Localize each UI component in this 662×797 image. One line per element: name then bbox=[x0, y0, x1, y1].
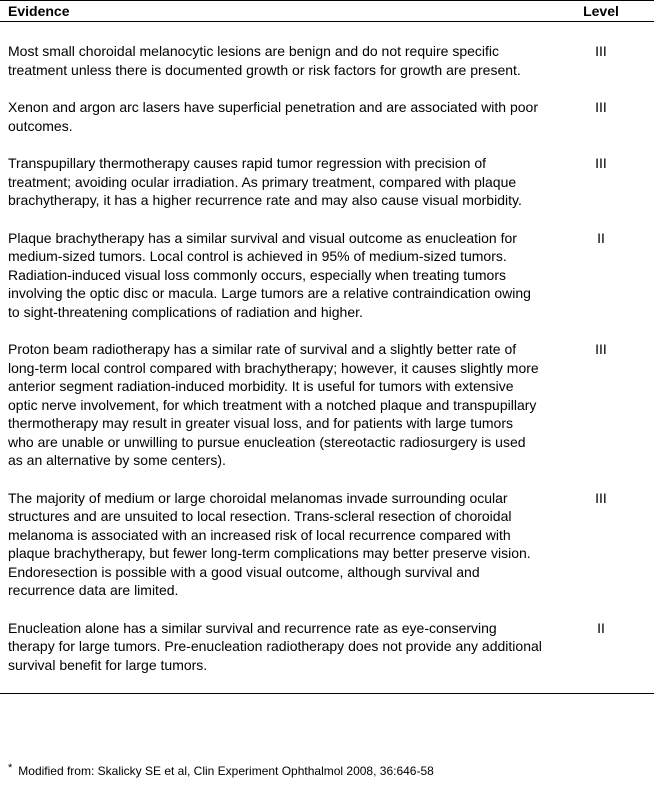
table-header bbox=[0, 1, 654, 22]
footnote-text: Modified from: Skalicky SE et al, Clin Experiment Ophthalmol 2008, 36:646-58 bbox=[18, 764, 434, 778]
evidence-cell: The majority of medium or large choroidal melanomas invade surrounding ocular structures and are unsuited to local resection. Trans-scleral resection of choroidal melanoma is associated with an increased risk of local recurrence compared with plaque brachytherapy, but fewer long-term complications may better preserve vision. Endoresection is possible with a good visual outcome, although survival and recurrence data are limited. bbox=[8, 489, 531, 598]
table-row bbox=[0, 210, 654, 322]
evidence-cell: Most small choroidal melanocytic lesions are benign and do not require specific treatment unless there is documented growth or risk factors for growth are present. bbox=[8, 43, 521, 78]
level-cell: II bbox=[597, 229, 605, 246]
header-row bbox=[0, 1, 654, 22]
level-cell: III bbox=[595, 341, 607, 357]
evidence-cell: Proton beam radiotherapy has a similar rate of survival and a slightly better rate of long-term local control compared with brachytherapy; however, it causes slightly more anterior segment radiation-induced morbidity. It is useful for tumors with extensive optic nerve involvement, for which treatment with a notched plaque and transpupillary thermotherapy may result in greater visual loss, and for patients with large tumors who are unable or unwilling to pursue enucleation (stereotactic radiosurgery is used as an alternative by some centers). bbox=[8, 341, 539, 468]
level-cell: III bbox=[595, 43, 607, 59]
evidence-cell: Enucleation alone has a similar survival and recurrence rate as eye-conserving therapy for large tumors. Pre-enucleation radiotherapy does not provide any additional survival benefit for large tumors. bbox=[8, 619, 542, 673]
level-cell: III bbox=[595, 155, 607, 171]
table-row bbox=[0, 22, 654, 80]
table-body bbox=[0, 22, 654, 694]
table-row bbox=[0, 321, 654, 470]
evidence-cell: Xenon and argon arc lasers have superficial penetration and are associated with poor outcomes. bbox=[8, 99, 538, 134]
table-row bbox=[0, 600, 654, 694]
evidence-column-header: Evidence bbox=[0, 1, 548, 22]
footnote-marker: * bbox=[8, 762, 13, 774]
table-row bbox=[0, 470, 654, 600]
level-column-header: Level bbox=[548, 1, 654, 22]
footnote bbox=[8, 763, 434, 780]
level-cell: II bbox=[597, 619, 605, 636]
level-cell: III bbox=[595, 489, 607, 506]
table-row bbox=[0, 135, 654, 210]
evidence-cell: Transpupillary thermotherapy causes rapid tumor regression with precision of treatment; avoiding ocular irradiation. As primary treatment, compared with plaque brachytherapy, it has a higher recurrence rate and may also cause visual morbidity. bbox=[8, 155, 522, 208]
table-row bbox=[0, 79, 654, 135]
level-cell: III bbox=[595, 99, 607, 115]
evidence-cell: Plaque brachytherapy has a similar survival and visual outcome as enucleation for medium-sized tumors. Local control is achieved in 95% of medium-sized tumors. Radiation-induced visual loss commonly occurs, especially when treating tumors involving the optic disc or macula. Large tumors are a relative contraindication owing to sight-threatening complications of radiation and higher. bbox=[8, 229, 531, 320]
